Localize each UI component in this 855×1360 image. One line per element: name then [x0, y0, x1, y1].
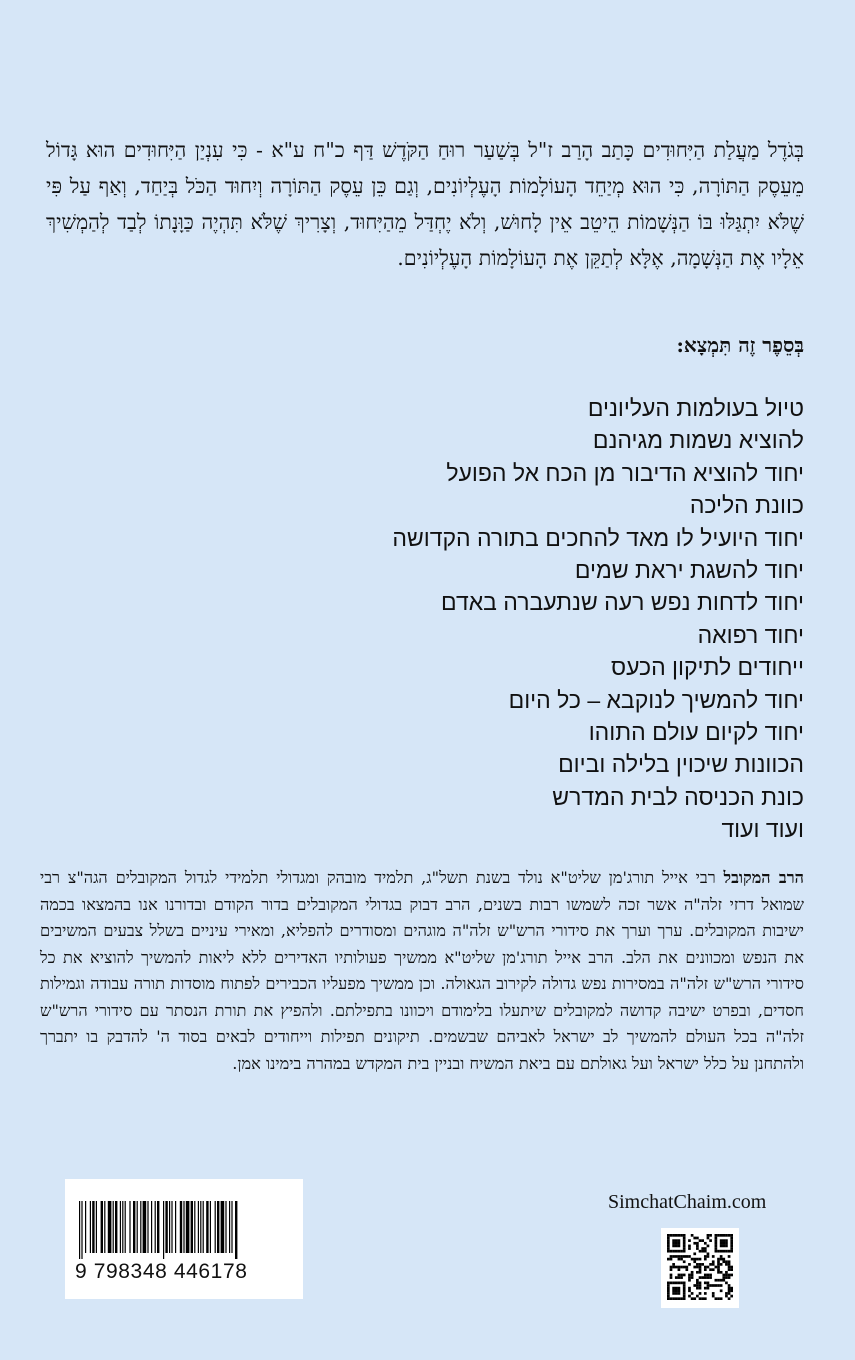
author-bio: [40, 865, 804, 1077]
contents-item: יחוד לקיום עולם התוהו: [588, 719, 804, 746]
contents-item: יחוד להמשיך לנוקבא – כל היום: [508, 686, 804, 713]
intro-paragraph: [46, 132, 804, 276]
qr-code: [661, 1228, 739, 1308]
contents-item: להוציא נשמות מגיהנם: [592, 427, 804, 454]
contents-list: [64, 392, 804, 846]
barcode-bars: [75, 1201, 293, 1259]
contents-item: יחוד להוציא הדיבור מן הכח אל הפועל: [446, 459, 804, 486]
contents-item: ועוד ועוד: [721, 816, 804, 843]
website-url: SimchatChaim.com: [608, 1191, 767, 1213]
contents-item: כוונת הליכה: [689, 492, 804, 519]
contents-item: הכוונות שיכוין בלילה וביום: [558, 751, 804, 778]
isbn-barcode: [65, 1179, 303, 1299]
contents-item: יחוד להשגת יראת שמים: [574, 557, 804, 584]
contents-item: יחוד לדחות נפש רעה שנתעברה באדם: [441, 589, 804, 616]
contents-heading: בְּסֵפֶר זֶה תִּמְצָא:: [676, 333, 804, 357]
intro-text: בְּגֹדֶל מַעֲלַת הַיִּחוּדִים כָּתַב הָרַב ז"ל בְּשַׁעַר רוּחַ הַקֹּדֶשׁ דַּף כ"ח ע"א - כִּי עִנְיַן הַיִּחוּדִים הוּא גָּדוֹל מֵעֵסֶק הַתּוֹרָה, כִּי הוּא מְיַחֵד הָעוֹלָמוֹת הָעֶלְיוֹנִים, וְגַם כֵּן עֵסֶק הַתּוֹרָה וְיִחוּד הַכֹּל בְּיַחַד, וְאַף עַל פִּי שֶׁלֹּא יִתְגַּלּוּ בּוֹ הַנְּשָׁמוֹת הֵיטֵב אֵין לָחוּשׁ, וְלֹא יֶחְדַּל מֵהַיִּחוּד, וְצָרִיךְ שֶׁלֹּא תִּהְיֶה כַּוָּנָתוֹ לְבַד לְהַמְשִׁיךְ אֵלָיו אֶת הַנְּשָׁמָה, אֶלָּא לְתַקֵּן אֶת הָעוֹלָמוֹת הָעֶלְיוֹנִים.: [46, 138, 804, 270]
isbn-number: 9 798348 446178: [75, 1260, 248, 1283]
bio-text: רבי אייל תורג'מן שליט"א נולד בשנת תשל"ג, תלמיד מובהק ומגדולי תלמידי לגדול המקובלים הגה"צ רבי שמואל דרזי זלה"ה אשר זכה לשמשו רבות בשנים, הרב דבוק בגדולי המקובלים בדור הקודם ובדורנו אנו בהמצאו בכמה ישיבות המקובלים. ערך וערך את סידורי הרש"ש זלה"ה מוגהים ומסודרים להפליא, ומאירי עיניים בשלל צבעים המשיבים את הנפש ומכוונים את הלב. הרב אייל תורג'מן שליט"א ממשיך פעולותיו האדירים ללא ליאות להמשיך להוציא את כל סידורי הרש"ש זלה"ה במסירות נפש גדולה לקירוב הגאולה. וכן ממשיך מפעליו הכבירים לפתוח מוסדות תורה עבודה וגמילות חסדים, ובפרט ישיבה קדושה למקובלים שיתעלו בלימודם ויכוונו בתפילתם. ולהפיץ את תורת הנסתר עם סידורי הרש"ש זלה"ה בכל העולם להמשיך לב ישראל לאביהם שבשמים. תיקונים תפילות וייחודים לבאים בסוד ה' להדבק בו יתברך ולהתחנן על כלל ישראל ועל גאולתם עם ביאת המשיח ובניין בית המקדש במהרה בימינו אמן.: [40, 868, 804, 1073]
contents-item: יחוד רפואה: [697, 621, 804, 648]
bio-lead: הרב המקובל: [723, 868, 804, 887]
contents-item: ייחודים לתיקון הכעס: [610, 654, 804, 681]
contents-item: יחוד היועיל לו מאד להחכים בתורה הקדושה: [392, 524, 804, 551]
qr-code-icon: [667, 1234, 733, 1300]
contents-item: טיול בעולמות העליונים: [587, 395, 804, 421]
contents-item: כונת הכניסה לבית המדרש: [552, 783, 804, 810]
